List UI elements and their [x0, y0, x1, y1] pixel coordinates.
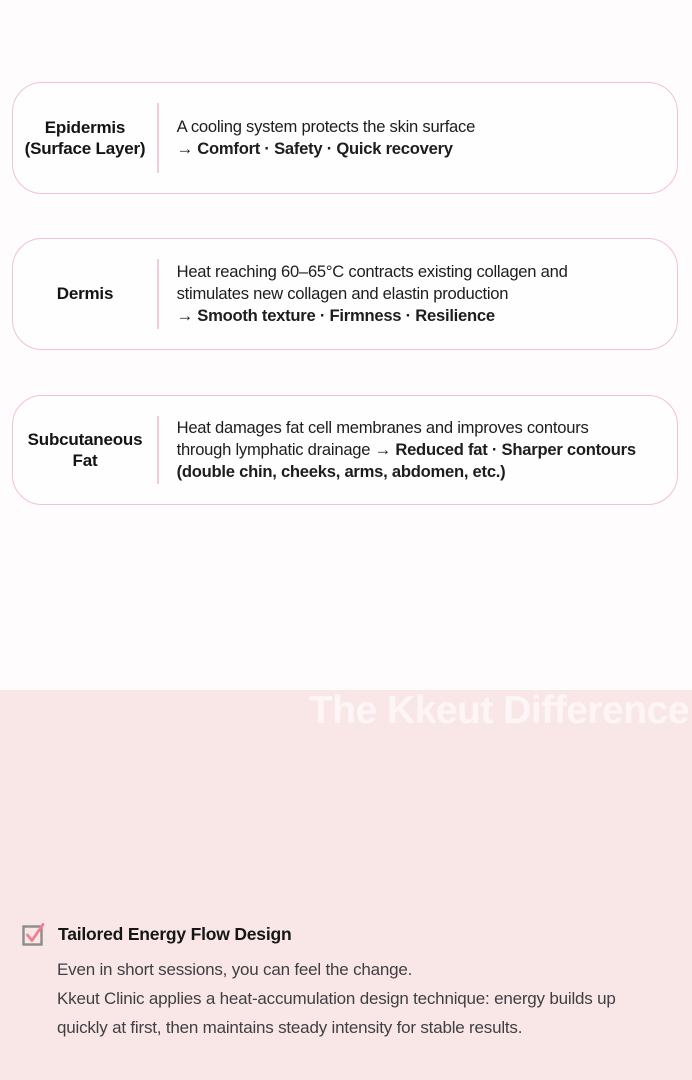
- card-epidermis: [12, 82, 678, 194]
- feature-description-line: Kkeut Clinic applies a heat-accumulation design technique: energy builds up: [57, 989, 616, 1008]
- feature-description: [57, 955, 672, 1042]
- checked-checkbox-icon: [22, 923, 45, 946]
- feature-description-line: Even in short sessions, you can feel the change.: [57, 960, 413, 979]
- body-line: → Comfort · Safety · Quick recovery: [176, 139, 453, 158]
- card-epidermis-label: [13, 117, 157, 160]
- body-line: (double chin, cheeks, arms, abdomen, etc.): [176, 461, 506, 481]
- card-label-line: (Surface Layer): [24, 139, 146, 158]
- kkeut-difference-section: [0, 690, 692, 1080]
- body-line: → Smooth texture · Firmness · Resilience: [176, 305, 495, 325]
- feature-description-line: quickly at first, then maintains steady intensity for stable results.: [57, 1018, 523, 1037]
- card-subcutaneous-fat-body: [159, 417, 644, 482]
- card-epidermis-body: [159, 116, 483, 160]
- card-subcutaneous-fat-label: [13, 429, 157, 472]
- card-dermis-label: [13, 283, 157, 305]
- body-line: A cooling system protects the skin surface: [176, 117, 476, 137]
- card-dermis: [12, 238, 678, 350]
- feature-heading: Tailored Energy Flow Design: [58, 924, 292, 944]
- card-subcutaneous-fat: [12, 395, 678, 505]
- feature-heading-row: [22, 923, 672, 946]
- body-line: stimulates new collagen and elastin production: [176, 284, 509, 304]
- card-label-line: Fat: [72, 451, 98, 470]
- card-dermis-body: [159, 261, 576, 326]
- body-line: through lymphatic drainage → Reduced fat · Sharper contours: [176, 440, 636, 460]
- card-label-line: Epidermis: [44, 117, 126, 137]
- body-line: Heat reaching 60–65°C contracts existing collagen and: [176, 262, 568, 282]
- feature-tailored-energy-flow: [22, 923, 672, 1042]
- card-label-line: Dermis: [56, 284, 114, 304]
- card-label-line: Subcutaneous: [27, 429, 143, 449]
- section-title: The Kkeut Difference: [308, 689, 689, 732]
- body-line: Heat damages fat cell membranes and improves contours: [176, 418, 589, 438]
